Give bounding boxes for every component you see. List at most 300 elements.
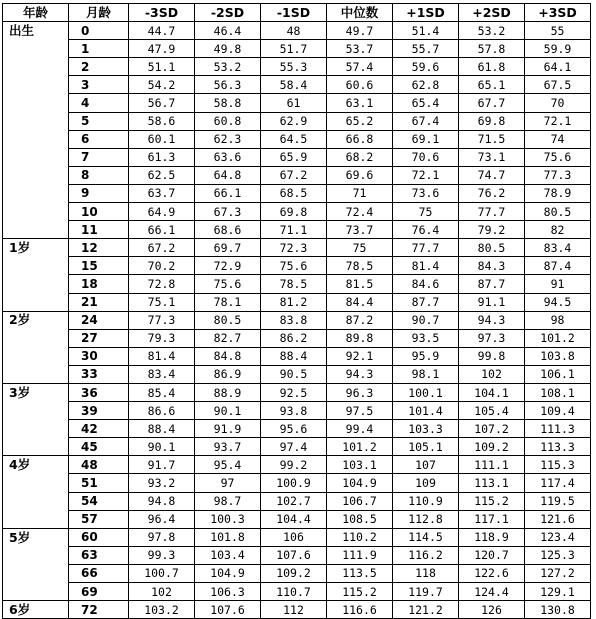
- value-cell: 90.1: [195, 402, 261, 420]
- table-row: [3, 510, 591, 528]
- value-cell: 101.2: [525, 329, 591, 347]
- value-cell: 75: [327, 239, 393, 257]
- value-cell: 63.1: [327, 94, 393, 112]
- value-cell: 119.5: [525, 492, 591, 510]
- age-cell: [3, 583, 69, 601]
- value-cell: 87.7: [459, 275, 525, 293]
- value-cell: 105.1: [393, 438, 459, 456]
- value-cell: 75.1: [129, 293, 195, 311]
- value-cell: 110.2: [327, 528, 393, 546]
- age-cell: [3, 546, 69, 564]
- value-cell: 47.9: [129, 40, 195, 58]
- month-cell: 18: [69, 275, 129, 293]
- value-cell: 74: [525, 130, 591, 148]
- value-cell: 96.4: [129, 510, 195, 528]
- value-cell: 112: [261, 601, 327, 619]
- table-row: [3, 347, 591, 365]
- table-row: [3, 311, 591, 329]
- value-cell: 88.9: [195, 383, 261, 401]
- value-cell: 87.2: [327, 311, 393, 329]
- month-cell: 27: [69, 329, 129, 347]
- table-row: [3, 438, 591, 456]
- value-cell: 118.9: [459, 528, 525, 546]
- value-cell: 67.7: [459, 94, 525, 112]
- value-cell: 103.4: [195, 546, 261, 564]
- value-cell: 72.4: [327, 203, 393, 221]
- value-cell: 117.4: [525, 474, 591, 492]
- value-cell: 120.7: [459, 546, 525, 564]
- value-cell: 78.5: [327, 257, 393, 275]
- value-cell: 89.8: [327, 329, 393, 347]
- value-cell: 93.7: [195, 438, 261, 456]
- age-cell: [3, 76, 69, 94]
- value-cell: 105.4: [459, 402, 525, 420]
- value-cell: 98.1: [393, 365, 459, 383]
- value-cell: 70.2: [129, 257, 195, 275]
- value-cell: 73.1: [459, 148, 525, 166]
- value-cell: 103.2: [129, 601, 195, 619]
- month-cell: 63: [69, 546, 129, 564]
- month-cell: 15: [69, 257, 129, 275]
- value-cell: 75.6: [261, 257, 327, 275]
- value-cell: 76.4: [393, 221, 459, 239]
- age-cell: [3, 492, 69, 510]
- table-row: [3, 474, 591, 492]
- month-cell: 45: [69, 438, 129, 456]
- month-cell: 21: [69, 293, 129, 311]
- value-cell: 78.5: [261, 275, 327, 293]
- value-cell: 59.6: [393, 58, 459, 76]
- value-cell: 53.2: [195, 58, 261, 76]
- header-minus2sd: -2SD: [195, 4, 261, 22]
- value-cell: 57.4: [327, 58, 393, 76]
- value-cell: 129.1: [525, 583, 591, 601]
- value-cell: 51.7: [261, 40, 327, 58]
- value-cell: 71.5: [459, 130, 525, 148]
- value-cell: 44.7: [129, 22, 195, 40]
- month-cell: 57: [69, 510, 129, 528]
- value-cell: 69.7: [195, 239, 261, 257]
- value-cell: 75: [393, 203, 459, 221]
- month-cell: 10: [69, 203, 129, 221]
- value-cell: 97.4: [261, 438, 327, 456]
- value-cell: 90.1: [129, 438, 195, 456]
- value-cell: 76.2: [459, 184, 525, 202]
- month-cell: 0: [69, 22, 129, 40]
- value-cell: 65.9: [261, 148, 327, 166]
- value-cell: 48: [261, 22, 327, 40]
- month-cell: 7: [69, 148, 129, 166]
- value-cell: 107: [393, 456, 459, 474]
- value-cell: 72.1: [393, 166, 459, 184]
- age-cell: [3, 130, 69, 148]
- age-cell: [3, 275, 69, 293]
- value-cell: 112.8: [393, 510, 459, 528]
- month-cell: 3: [69, 76, 129, 94]
- table-row: [3, 456, 591, 474]
- month-cell: 5: [69, 112, 129, 130]
- value-cell: 94.8: [129, 492, 195, 510]
- value-cell: 62.9: [261, 112, 327, 130]
- value-cell: 63.7: [129, 184, 195, 202]
- value-cell: 73.6: [393, 184, 459, 202]
- value-cell: 75.6: [525, 148, 591, 166]
- value-cell: 65.4: [393, 94, 459, 112]
- month-cell: 39: [69, 402, 129, 420]
- value-cell: 107.6: [261, 546, 327, 564]
- value-cell: 91.7: [129, 456, 195, 474]
- value-cell: 49.7: [327, 22, 393, 40]
- value-cell: 99.2: [261, 456, 327, 474]
- value-cell: 88.4: [129, 420, 195, 438]
- value-cell: 71.1: [261, 221, 327, 239]
- value-cell: 118: [393, 564, 459, 582]
- value-cell: 102: [129, 583, 195, 601]
- value-cell: 107.6: [195, 601, 261, 619]
- value-cell: 85.4: [129, 383, 195, 401]
- table-row: [3, 203, 591, 221]
- table-row: [3, 583, 591, 601]
- header-median: 中位数: [327, 4, 393, 22]
- header-row: [3, 4, 591, 22]
- value-cell: 100.7: [129, 564, 195, 582]
- growth-standard-table: [2, 3, 591, 619]
- age-cell: [3, 365, 69, 383]
- month-cell: 24: [69, 311, 129, 329]
- age-cell: [3, 564, 69, 582]
- value-cell: 98.7: [195, 492, 261, 510]
- value-cell: 106: [261, 528, 327, 546]
- value-cell: 101.2: [327, 438, 393, 456]
- value-cell: 125.3: [525, 546, 591, 564]
- value-cell: 94.3: [327, 365, 393, 383]
- value-cell: 94.3: [459, 311, 525, 329]
- value-cell: 90.7: [393, 311, 459, 329]
- month-cell: 2: [69, 58, 129, 76]
- value-cell: 93.8: [261, 402, 327, 420]
- value-cell: 72.8: [129, 275, 195, 293]
- value-cell: 69.6: [327, 166, 393, 184]
- table-row: [3, 365, 591, 383]
- age-cell: [3, 203, 69, 221]
- value-cell: 77.3: [129, 311, 195, 329]
- age-cell: [3, 474, 69, 492]
- value-cell: 123.4: [525, 528, 591, 546]
- value-cell: 51.1: [129, 58, 195, 76]
- value-cell: 108.1: [525, 383, 591, 401]
- value-cell: 87.7: [393, 293, 459, 311]
- value-cell: 101.4: [393, 402, 459, 420]
- month-cell: 33: [69, 365, 129, 383]
- table-row: [3, 58, 591, 76]
- age-cell: [3, 221, 69, 239]
- value-cell: 67.5: [525, 76, 591, 94]
- value-cell: 92.5: [261, 383, 327, 401]
- value-cell: 109.2: [459, 438, 525, 456]
- month-cell: 66: [69, 564, 129, 582]
- table-row: [3, 166, 591, 184]
- value-cell: 84.3: [459, 257, 525, 275]
- value-cell: 130.8: [525, 601, 591, 619]
- value-cell: 119.7: [393, 583, 459, 601]
- value-cell: 58.8: [195, 94, 261, 112]
- age-cell: [3, 420, 69, 438]
- table-row: [3, 112, 591, 130]
- age-cell: [3, 112, 69, 130]
- value-cell: 115.2: [459, 492, 525, 510]
- value-cell: 97.3: [459, 329, 525, 347]
- value-cell: 102.7: [261, 492, 327, 510]
- table-row: [3, 383, 591, 401]
- value-cell: 69.1: [393, 130, 459, 148]
- value-cell: 82.7: [195, 329, 261, 347]
- value-cell: 58.4: [261, 76, 327, 94]
- value-cell: 93.2: [129, 474, 195, 492]
- value-cell: 83.8: [261, 311, 327, 329]
- value-cell: 56.3: [195, 76, 261, 94]
- table-row: [3, 221, 591, 239]
- value-cell: 115.2: [327, 583, 393, 601]
- table-row: [3, 420, 591, 438]
- value-cell: 122.6: [459, 564, 525, 582]
- value-cell: 57.8: [459, 40, 525, 58]
- value-cell: 55.3: [261, 58, 327, 76]
- value-cell: 90.5: [261, 365, 327, 383]
- value-cell: 109.4: [525, 402, 591, 420]
- value-cell: 91.9: [195, 420, 261, 438]
- value-cell: 104.9: [327, 474, 393, 492]
- month-cell: 72: [69, 601, 129, 619]
- value-cell: 69.8: [261, 203, 327, 221]
- value-cell: 110.9: [393, 492, 459, 510]
- age-cell: [3, 94, 69, 112]
- age-cell: [3, 347, 69, 365]
- value-cell: 69.8: [459, 112, 525, 130]
- value-cell: 91: [525, 275, 591, 293]
- month-cell: 51: [69, 474, 129, 492]
- age-cell: 3岁: [3, 383, 69, 401]
- value-cell: 101.8: [195, 528, 261, 546]
- age-cell: [3, 293, 69, 311]
- table-row: [3, 184, 591, 202]
- value-cell: 82: [525, 221, 591, 239]
- age-cell: [3, 402, 69, 420]
- value-cell: 54.2: [129, 76, 195, 94]
- value-cell: 115.3: [525, 456, 591, 474]
- value-cell: 111.9: [327, 546, 393, 564]
- value-cell: 70.6: [393, 148, 459, 166]
- value-cell: 107.2: [459, 420, 525, 438]
- value-cell: 81.4: [393, 257, 459, 275]
- table-row: [3, 329, 591, 347]
- value-cell: 66.1: [195, 184, 261, 202]
- value-cell: 109: [393, 474, 459, 492]
- table-row: [3, 148, 591, 166]
- table-row: [3, 492, 591, 510]
- value-cell: 77.7: [393, 239, 459, 257]
- value-cell: 72.3: [261, 239, 327, 257]
- value-cell: 67.2: [129, 239, 195, 257]
- value-cell: 111.3: [525, 420, 591, 438]
- value-cell: 126: [459, 601, 525, 619]
- value-cell: 116.2: [393, 546, 459, 564]
- value-cell: 88.4: [261, 347, 327, 365]
- value-cell: 113.3: [525, 438, 591, 456]
- value-cell: 53.7: [327, 40, 393, 58]
- value-cell: 110.7: [261, 583, 327, 601]
- month-cell: 11: [69, 221, 129, 239]
- value-cell: 78.9: [525, 184, 591, 202]
- month-cell: 12: [69, 239, 129, 257]
- value-cell: 121.2: [393, 601, 459, 619]
- value-cell: 103.8: [525, 347, 591, 365]
- value-cell: 86.6: [129, 402, 195, 420]
- value-cell: 124.4: [459, 583, 525, 601]
- value-cell: 106.1: [525, 365, 591, 383]
- age-cell: 5岁: [3, 528, 69, 546]
- month-cell: 69: [69, 583, 129, 601]
- age-cell: 出生: [3, 22, 69, 40]
- table-row: [3, 94, 591, 112]
- value-cell: 55: [525, 22, 591, 40]
- value-cell: 99.4: [327, 420, 393, 438]
- value-cell: 83.4: [525, 239, 591, 257]
- table-row: [3, 402, 591, 420]
- value-cell: 86.2: [261, 329, 327, 347]
- value-cell: 62.8: [393, 76, 459, 94]
- value-cell: 66.1: [129, 221, 195, 239]
- value-cell: 80.5: [525, 203, 591, 221]
- value-cell: 92.1: [327, 347, 393, 365]
- value-cell: 87.4: [525, 257, 591, 275]
- table-row: [3, 564, 591, 582]
- month-cell: 60: [69, 528, 129, 546]
- value-cell: 80.5: [459, 239, 525, 257]
- value-cell: 84.8: [195, 347, 261, 365]
- value-cell: 81.2: [261, 293, 327, 311]
- value-cell: 77.7: [459, 203, 525, 221]
- value-cell: 60.8: [195, 112, 261, 130]
- header-minus1sd: -1SD: [261, 4, 327, 22]
- table-row: [3, 40, 591, 58]
- value-cell: 62.5: [129, 166, 195, 184]
- value-cell: 70: [525, 94, 591, 112]
- header-age: 年龄: [3, 4, 69, 22]
- value-cell: 95.9: [393, 347, 459, 365]
- value-cell: 111.1: [459, 456, 525, 474]
- value-cell: 100.9: [261, 474, 327, 492]
- header-plus1sd: +1SD: [393, 4, 459, 22]
- value-cell: 56.7: [129, 94, 195, 112]
- value-cell: 67.4: [393, 112, 459, 130]
- value-cell: 113.5: [327, 564, 393, 582]
- header-minus3sd: -3SD: [129, 4, 195, 22]
- value-cell: 79.2: [459, 221, 525, 239]
- value-cell: 103.1: [327, 456, 393, 474]
- value-cell: 103.3: [393, 420, 459, 438]
- month-cell: 4: [69, 94, 129, 112]
- month-cell: 30: [69, 347, 129, 365]
- value-cell: 72.9: [195, 257, 261, 275]
- table-row: [3, 130, 591, 148]
- value-cell: 81.4: [129, 347, 195, 365]
- value-cell: 53.2: [459, 22, 525, 40]
- value-cell: 86.9: [195, 365, 261, 383]
- value-cell: 100.3: [195, 510, 261, 528]
- age-cell: 6岁: [3, 601, 69, 619]
- value-cell: 71: [327, 184, 393, 202]
- value-cell: 95.4: [195, 456, 261, 474]
- value-cell: 61: [261, 94, 327, 112]
- value-cell: 127.2: [525, 564, 591, 582]
- value-cell: 114.5: [393, 528, 459, 546]
- value-cell: 94.5: [525, 293, 591, 311]
- value-cell: 73.7: [327, 221, 393, 239]
- value-cell: 60.6: [327, 76, 393, 94]
- value-cell: 80.5: [195, 311, 261, 329]
- value-cell: 66.8: [327, 130, 393, 148]
- value-cell: 117.1: [459, 510, 525, 528]
- age-cell: 1岁: [3, 239, 69, 257]
- value-cell: 68.2: [327, 148, 393, 166]
- month-cell: 48: [69, 456, 129, 474]
- value-cell: 81.5: [327, 275, 393, 293]
- value-cell: 68.5: [261, 184, 327, 202]
- value-cell: 67.3: [195, 203, 261, 221]
- header-plus3sd: +3SD: [525, 4, 591, 22]
- month-cell: 42: [69, 420, 129, 438]
- month-cell: 36: [69, 383, 129, 401]
- age-cell: [3, 40, 69, 58]
- value-cell: 106.7: [327, 492, 393, 510]
- value-cell: 60.1: [129, 130, 195, 148]
- header-month: 月龄: [69, 4, 129, 22]
- value-cell: 79.3: [129, 329, 195, 347]
- value-cell: 49.8: [195, 40, 261, 58]
- value-cell: 84.6: [393, 275, 459, 293]
- value-cell: 116.6: [327, 601, 393, 619]
- age-cell: 4岁: [3, 456, 69, 474]
- table-row: [3, 601, 591, 619]
- value-cell: 84.4: [327, 293, 393, 311]
- value-cell: 106.3: [195, 583, 261, 601]
- value-cell: 61.8: [459, 58, 525, 76]
- value-cell: 99.3: [129, 546, 195, 564]
- value-cell: 113.1: [459, 474, 525, 492]
- month-cell: 6: [69, 130, 129, 148]
- table-row: [3, 275, 591, 293]
- value-cell: 74.7: [459, 166, 525, 184]
- value-cell: 46.4: [195, 22, 261, 40]
- age-cell: [3, 257, 69, 275]
- value-cell: 100.1: [393, 383, 459, 401]
- value-cell: 62.3: [195, 130, 261, 148]
- value-cell: 93.5: [393, 329, 459, 347]
- age-cell: [3, 148, 69, 166]
- value-cell: 102: [459, 365, 525, 383]
- month-cell: 8: [69, 166, 129, 184]
- value-cell: 64.5: [261, 130, 327, 148]
- value-cell: 95.6: [261, 420, 327, 438]
- month-cell: 1: [69, 40, 129, 58]
- value-cell: 65.2: [327, 112, 393, 130]
- value-cell: 108.5: [327, 510, 393, 528]
- value-cell: 97.5: [327, 402, 393, 420]
- value-cell: 83.4: [129, 365, 195, 383]
- value-cell: 96.3: [327, 383, 393, 401]
- value-cell: 72.1: [525, 112, 591, 130]
- table-row: [3, 293, 591, 311]
